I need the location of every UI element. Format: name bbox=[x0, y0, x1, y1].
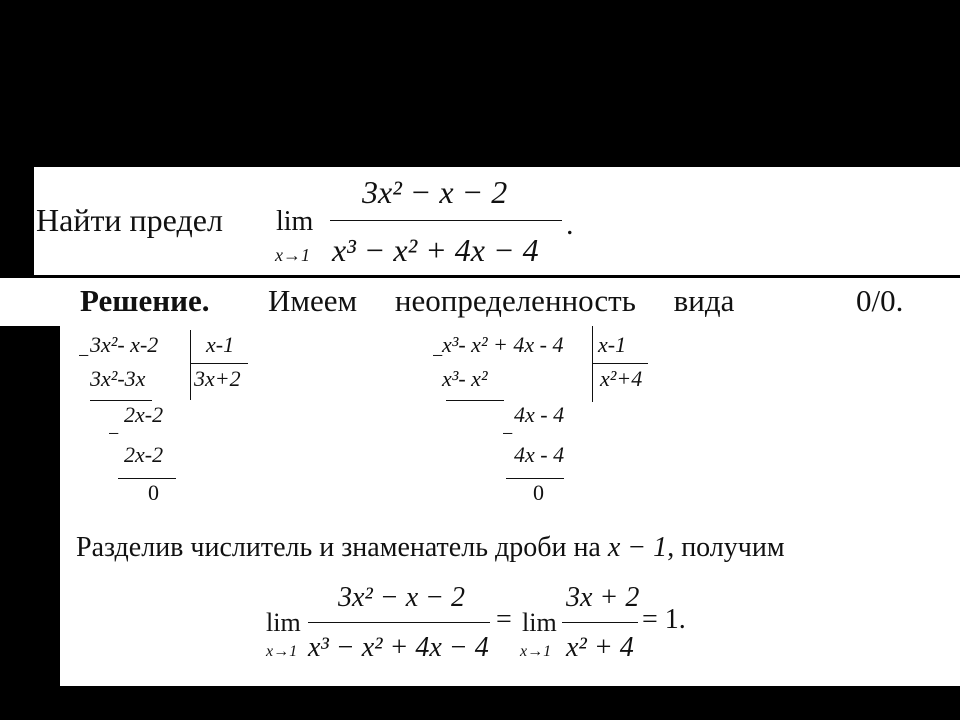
left-quotient: 3x+2 bbox=[194, 366, 241, 391]
result-denominator-1: x³ − x² + 4x − 4 bbox=[308, 632, 489, 663]
conclusion-tail: , получим bbox=[667, 532, 785, 563]
result-equals: = bbox=[496, 604, 512, 635]
result-lim-2: lim bbox=[522, 608, 557, 637]
left-dividend: 3x²- x-2 bbox=[90, 332, 159, 357]
right-divisor: x-1 bbox=[598, 332, 627, 357]
right-quotient: x²+4 bbox=[600, 366, 643, 391]
result-numerator-1: 3x² − x − 2 bbox=[338, 582, 466, 613]
problem-denominator: x³ − x² + 4x − 4 bbox=[332, 232, 539, 268]
right-rule-1 bbox=[446, 400, 504, 401]
result-lim-2-sub: x→1 bbox=[520, 643, 552, 660]
conclusion-factor: x − 1 bbox=[607, 532, 668, 563]
problem-fraction-bar bbox=[330, 220, 562, 221]
solution-text: Имеем неопределенность вида bbox=[268, 283, 735, 318]
right-subtrahend-1: x³- x² bbox=[442, 366, 488, 391]
left-remainder-2: 0 bbox=[148, 480, 159, 505]
left-rule-2 bbox=[118, 478, 176, 479]
result-denominator-2: x² + 4 bbox=[566, 632, 634, 663]
left-divisor-bar bbox=[190, 363, 248, 364]
solution-form: 0/0. bbox=[856, 283, 904, 318]
problem-prompt: Найти предел bbox=[36, 202, 223, 238]
problem-period: . bbox=[566, 208, 574, 241]
right-minus-1: − bbox=[432, 345, 444, 367]
right-rule-2 bbox=[506, 478, 564, 479]
right-dividend: x³- x² + 4x - 4 bbox=[442, 332, 564, 357]
result-lim-1-sub: x→1 bbox=[266, 643, 298, 660]
right-divisor-bar bbox=[592, 363, 648, 364]
result-value: = 1. bbox=[642, 604, 686, 635]
left-remainder-1: 2x-2 bbox=[124, 402, 164, 427]
problem-numerator: 3x² − x − 2 bbox=[362, 174, 508, 210]
result-lim-1: lim bbox=[266, 608, 301, 637]
right-minus-2: − bbox=[502, 423, 514, 445]
right-division-bracket bbox=[592, 326, 593, 402]
right-subtrahend-2: 4x - 4 bbox=[514, 442, 565, 467]
result-numerator-2: 3x + 2 bbox=[566, 582, 640, 613]
solution-label: Решение. bbox=[80, 283, 210, 318]
left-subtrahend-2: 2x-2 bbox=[124, 442, 164, 467]
left-rule-1 bbox=[90, 400, 152, 401]
problem-lim-sub: x→1 bbox=[275, 245, 310, 265]
conclusion-main: Разделив числитель и знаменатель дроби на bbox=[76, 532, 601, 563]
left-minus-2: − bbox=[108, 423, 120, 445]
left-division-bracket bbox=[190, 330, 191, 400]
problem-lim: lim bbox=[276, 206, 314, 237]
left-subtrahend-1: 3x²-3x bbox=[90, 366, 146, 391]
result-fraction-bar-1 bbox=[308, 622, 490, 623]
left-divisor: x-1 bbox=[206, 332, 235, 357]
conclusion-text bbox=[76, 534, 785, 562]
left-minus-1: − bbox=[78, 345, 90, 367]
result-fraction-bar-2 bbox=[562, 622, 638, 623]
right-remainder-2: 0 bbox=[533, 480, 544, 505]
right-remainder-1: 4x - 4 bbox=[514, 402, 565, 427]
